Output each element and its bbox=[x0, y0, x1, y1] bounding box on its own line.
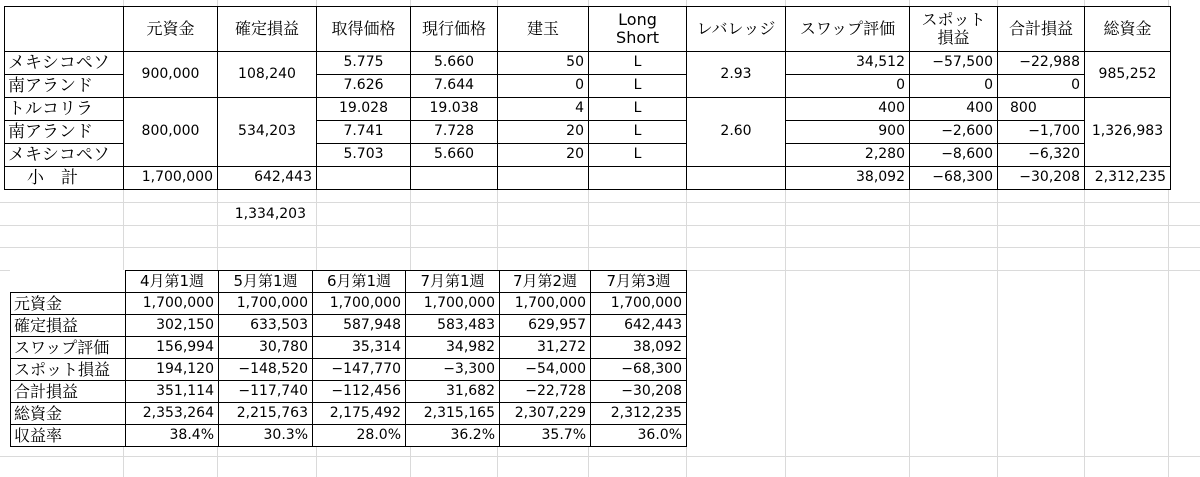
header-acquisition-price: 取得価格 bbox=[317, 7, 411, 52]
total-cell: 0 bbox=[998, 75, 1085, 98]
pos-cell: 4 bbox=[498, 98, 589, 121]
value-cell: −147,770 bbox=[313, 359, 406, 381]
value-cell: 351,114 bbox=[126, 381, 219, 403]
week-header: 6月第1週 bbox=[313, 271, 406, 293]
leverage-cell: 2.60 bbox=[687, 98, 786, 167]
header-cell bbox=[11, 271, 126, 293]
total-cell: 800 bbox=[998, 98, 1085, 121]
value-cell: 587,948 bbox=[313, 315, 406, 337]
total-cell: −1,700 bbox=[998, 121, 1085, 144]
grid-line bbox=[0, 202, 1200, 203]
value-cell: 31,272 bbox=[500, 337, 591, 359]
subtotal-spot: −68,300 bbox=[910, 167, 998, 190]
positions-header-row bbox=[5, 7, 1171, 52]
header-total-pl: 合計損益 bbox=[998, 7, 1085, 52]
ls-cell: L bbox=[589, 98, 687, 121]
weekly-row bbox=[11, 293, 687, 315]
row-label: 収益率 bbox=[11, 425, 126, 447]
value-cell: 1,700,000 bbox=[313, 293, 406, 315]
swap-cell: 2,280 bbox=[786, 144, 910, 167]
grid-line bbox=[0, 456, 1200, 457]
value-cell: 38,092 bbox=[591, 337, 687, 359]
value-cell: 633,503 bbox=[219, 315, 313, 337]
value-cell: 34,982 bbox=[406, 337, 500, 359]
value-cell: 30,780 bbox=[219, 337, 313, 359]
subtotal-total-capital: 2,312,235 bbox=[1085, 167, 1171, 190]
value-cell: 1,700,000 bbox=[406, 293, 500, 315]
value-cell: −68,300 bbox=[591, 359, 687, 381]
empty-cell bbox=[687, 167, 786, 190]
header-position: 建玉 bbox=[498, 7, 589, 52]
value-cell: 28.0% bbox=[313, 425, 406, 447]
weekly-header-row bbox=[11, 271, 687, 293]
acq-cell: 5.775 bbox=[317, 52, 411, 75]
value-cell: 2,312,235 bbox=[591, 403, 687, 425]
value-cell: 1,700,000 bbox=[500, 293, 591, 315]
swap-cell: 900 bbox=[786, 121, 910, 144]
capital-cell: 800,000 bbox=[124, 98, 218, 167]
value-cell: −112,456 bbox=[313, 381, 406, 403]
header-cell bbox=[5, 7, 124, 52]
acq-cell: 7.741 bbox=[317, 121, 411, 144]
subtotal-capital: 1,700,000 bbox=[124, 167, 218, 190]
cur-cell: 19.038 bbox=[411, 98, 498, 121]
weekly-row bbox=[11, 381, 687, 403]
header-realized: 確定損益 bbox=[218, 7, 317, 52]
ls-cell: L bbox=[589, 75, 687, 98]
weekly-row bbox=[11, 337, 687, 359]
week-header: 7月第3週 bbox=[591, 271, 687, 293]
empty-cell bbox=[498, 167, 589, 190]
row-label: スポット損益 bbox=[11, 359, 126, 381]
pos-cell: 0 bbox=[498, 75, 589, 98]
value-cell: 1,700,000 bbox=[591, 293, 687, 315]
leverage-cell: 2.93 bbox=[687, 52, 786, 98]
cur-cell: 5.660 bbox=[411, 144, 498, 167]
value-cell: 1,700,000 bbox=[219, 293, 313, 315]
weekly-summary-table bbox=[10, 270, 687, 447]
value-cell: 583,483 bbox=[406, 315, 500, 337]
swap-cell: 400 bbox=[786, 98, 910, 121]
pair-name: メキシコペソ bbox=[5, 52, 124, 75]
pair-name: トルコリラ bbox=[5, 98, 124, 121]
header-long-short: Long Short bbox=[589, 7, 687, 52]
value-cell: −117,740 bbox=[219, 381, 313, 403]
spot-cell: 400 bbox=[910, 98, 998, 121]
value-cell: 38.4% bbox=[126, 425, 219, 447]
subtotal-label: 小 計 bbox=[5, 167, 124, 190]
swap-cell: 0 bbox=[786, 75, 910, 98]
header-spot: スポット 損益 bbox=[910, 7, 998, 52]
cur-cell: 5.660 bbox=[411, 52, 498, 75]
weekly-row bbox=[11, 315, 687, 337]
value-cell: 35.7% bbox=[500, 425, 591, 447]
grid-line bbox=[0, 247, 1200, 248]
ls-cell: L bbox=[589, 121, 687, 144]
subtotal-swap: 38,092 bbox=[786, 167, 910, 190]
week-header: 5月第1週 bbox=[219, 271, 313, 293]
header-total-capital: 総資金 bbox=[1085, 7, 1171, 52]
realized-cell: 108,240 bbox=[218, 52, 317, 98]
row-label: 総資金 bbox=[11, 403, 126, 425]
realized-cell: 534,203 bbox=[218, 98, 317, 167]
spot-cell: −2,600 bbox=[910, 121, 998, 144]
acq-cell: 19.028 bbox=[317, 98, 411, 121]
value-cell: 35,314 bbox=[313, 337, 406, 359]
value-cell: 302,150 bbox=[126, 315, 219, 337]
row-label: 確定損益 bbox=[11, 315, 126, 337]
value-cell: 31,682 bbox=[406, 381, 500, 403]
total-capital-cell: 1,326,983 bbox=[1085, 98, 1171, 167]
value-cell: 194,120 bbox=[126, 359, 219, 381]
value-cell: 36.2% bbox=[406, 425, 500, 447]
grid-line bbox=[0, 225, 1200, 226]
acq-cell: 7.626 bbox=[317, 75, 411, 98]
subtotal-total: −30,208 bbox=[998, 167, 1085, 190]
value-cell: 642,443 bbox=[591, 315, 687, 337]
value-cell: 156,994 bbox=[126, 337, 219, 359]
spot-cell: −57,500 bbox=[910, 52, 998, 75]
subtotal-row bbox=[5, 167, 1171, 190]
position-row bbox=[5, 98, 1171, 121]
header-leverage: レバレッジ bbox=[687, 7, 786, 52]
weekly-row bbox=[11, 403, 687, 425]
swap-cell: 34,512 bbox=[786, 52, 910, 75]
weekly-row bbox=[11, 425, 687, 447]
value-cell: 2,215,763 bbox=[219, 403, 313, 425]
header-swap: スワップ評価 bbox=[786, 7, 910, 52]
empty-cell bbox=[317, 167, 411, 190]
value-cell: 629,957 bbox=[500, 315, 591, 337]
value-cell: −30,208 bbox=[591, 381, 687, 403]
value-cell: 1,700,000 bbox=[126, 293, 219, 315]
acq-cell: 5.703 bbox=[317, 144, 411, 167]
total-cell: −6,320 bbox=[998, 144, 1085, 167]
pos-cell: 20 bbox=[498, 121, 589, 144]
pos-cell: 20 bbox=[498, 144, 589, 167]
total-cell: −22,988 bbox=[998, 52, 1085, 75]
header-capital: 元資金 bbox=[124, 7, 218, 52]
value-cell: 30.3% bbox=[219, 425, 313, 447]
spot-cell: 0 bbox=[910, 75, 998, 98]
capital-cell: 900,000 bbox=[124, 52, 218, 98]
position-row bbox=[5, 52, 1171, 75]
value-cell: −148,520 bbox=[219, 359, 313, 381]
spot-cell: −8,600 bbox=[910, 144, 998, 167]
ls-cell: L bbox=[589, 144, 687, 167]
value-cell: −54,000 bbox=[500, 359, 591, 381]
empty-cell bbox=[411, 167, 498, 190]
row-label: 合計損益 bbox=[11, 381, 126, 403]
row-label: スワップ評価 bbox=[11, 337, 126, 359]
week-header: 4月第1週 bbox=[126, 271, 219, 293]
value-cell: 36.0% bbox=[591, 425, 687, 447]
value-cell: 2,307,229 bbox=[500, 403, 591, 425]
ls-cell: L bbox=[589, 52, 687, 75]
week-header: 7月第1週 bbox=[406, 271, 500, 293]
cur-cell: 7.728 bbox=[411, 121, 498, 144]
pos-cell: 50 bbox=[498, 52, 589, 75]
value-cell: 2,353,264 bbox=[126, 403, 219, 425]
cur-cell: 7.644 bbox=[411, 75, 498, 98]
pair-name: 南アランド bbox=[5, 121, 124, 144]
value-cell: −3,300 bbox=[406, 359, 500, 381]
value-cell: −22,728 bbox=[500, 381, 591, 403]
realized-grand-total: 1,334,203 bbox=[234, 206, 306, 222]
row-label: 元資金 bbox=[11, 293, 126, 315]
header-current-price: 現行価格 bbox=[411, 7, 498, 52]
value-cell: 2,175,492 bbox=[313, 403, 406, 425]
empty-cell bbox=[589, 167, 687, 190]
week-header: 7月第2週 bbox=[500, 271, 591, 293]
pair-name: 南アランド bbox=[5, 75, 124, 98]
subtotal-realized: 642,443 bbox=[218, 167, 317, 190]
total-capital-cell: 985,252 bbox=[1085, 52, 1171, 98]
weekly-row bbox=[11, 359, 687, 381]
value-cell: 2,315,165 bbox=[406, 403, 500, 425]
positions-table bbox=[4, 6, 1171, 190]
pair-name: メキシコペソ bbox=[5, 144, 124, 167]
